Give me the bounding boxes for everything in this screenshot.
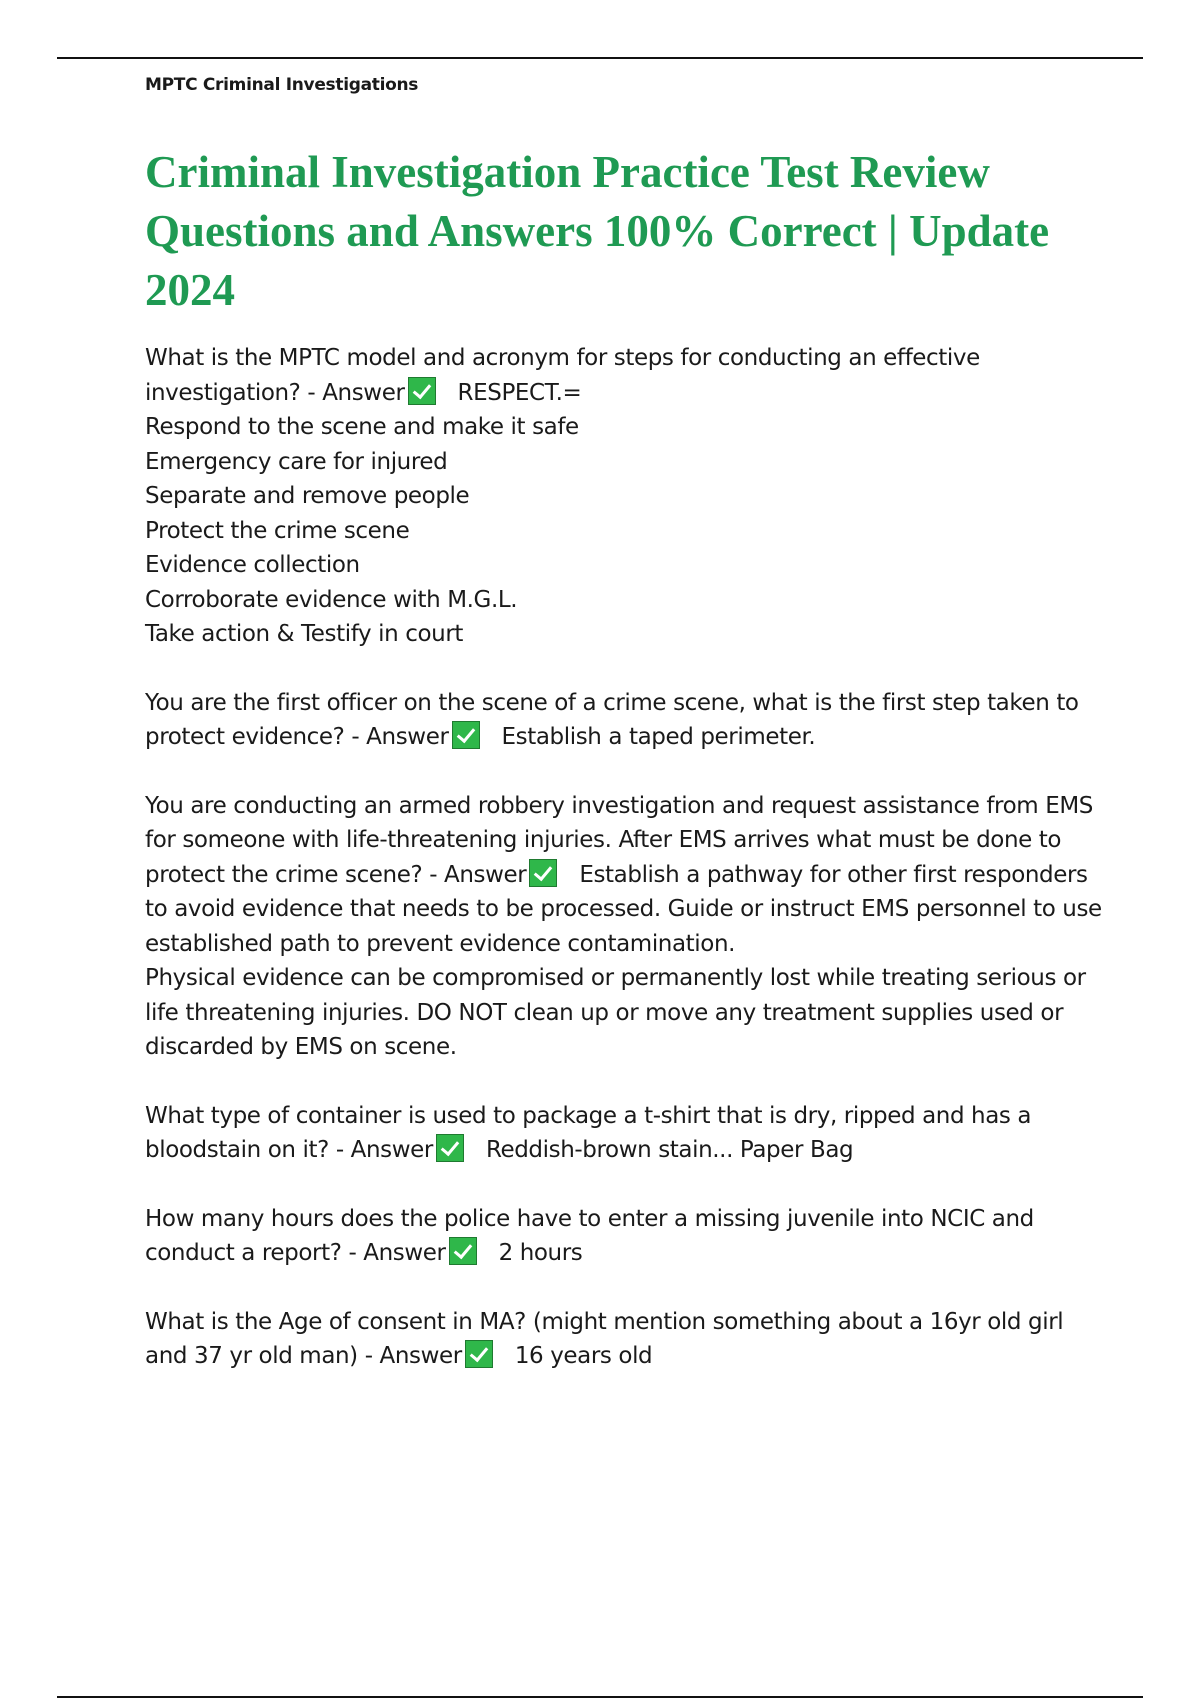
answer-marker: - Answer (307, 379, 405, 406)
check-mark-icon (436, 1134, 464, 1162)
question-text: What is the MPTC model and acronym for steps for conducting an effective investigation? (145, 345, 980, 406)
check-mark-icon (529, 859, 557, 887)
qa-question-line (145, 1202, 1105, 1271)
answer-text: 2 hours (498, 1240, 583, 1266)
answer-marker: - Answer (351, 724, 449, 750)
answer-detail-line: Respond to the scene and make it safe (145, 414, 579, 440)
answer-detail-line: Evidence collection (145, 552, 360, 578)
bottom-rule (57, 1696, 1143, 1698)
check-mark-icon (452, 721, 480, 749)
answer-marker: - Answer (429, 861, 527, 888)
question-text: What type of container is used to package a t-shirt that is dry, ripped and has a bloodstain on it? (145, 1102, 1032, 1163)
question-text: What is the Age of consent in MA? (might mention something about a 16yr old girl and 37 yr old man) (145, 1308, 1064, 1369)
check-mark-icon (408, 377, 436, 405)
answer-text: Establish a pathway for other first responders to avoid evidence that needs to be processed. Guide or instruct EMS personnel to use established path to prevent evidence contamination. (145, 861, 1102, 957)
question-text: You are the first officer on the scene of a crime scene, what is the first step taken to protect evidence? (145, 689, 1079, 750)
answer-marker: - Answer (364, 1343, 462, 1369)
answer-detail-line: Physical evidence can be compromised or permanently lost while treating serious or life threatening injuries. DO NOT clean up or move any treatment supplies used or discarded by EMS on scene. (145, 965, 1086, 1060)
qa-question-line (145, 341, 1105, 410)
answer-detail-line: Corroborate evidence with M.G.L. (145, 586, 518, 613)
answer-text: 16 years old (514, 1343, 653, 1369)
answer-marker: - Answer (348, 1240, 446, 1266)
qa-list (145, 341, 1105, 1408)
answer-text: Reddish-brown stain... Paper Bag (485, 1137, 854, 1163)
answer-detail-line: Take action & Testify in court (145, 621, 463, 647)
qa-question-line (145, 1099, 1105, 1168)
check-mark-icon (449, 1237, 477, 1265)
qa-question-line (145, 789, 1105, 962)
qa-item (145, 686, 1105, 755)
question-text: You are conducting an armed robbery investigation and request assistance from EMS for someone with life-threatening injuries. After EMS arrives what must be done to protect the crime scene? (145, 792, 1093, 888)
qa-item (145, 1202, 1105, 1271)
answer-text: Establish a taped perimeter. (501, 724, 816, 750)
answer-detail-line: Emergency care for injured (145, 448, 448, 475)
qa-item (145, 1099, 1105, 1168)
qa-question-line (145, 686, 1105, 755)
top-rule (57, 57, 1143, 59)
answer-detail-line: Separate and remove people (145, 483, 470, 509)
qa-item (145, 1305, 1105, 1374)
answer-text: RESPECT.= (457, 379, 582, 406)
check-mark-icon (465, 1340, 493, 1368)
qa-item (145, 341, 1105, 652)
question-text: How many hours does the police have to enter a missing juvenile into NCIC and conduct a report? (145, 1205, 1034, 1266)
document-title: Criminal Investigation Practice Test Review Questions and Answers 100% Correct | Update 2024 (145, 147, 1050, 315)
answer-marker: - Answer (335, 1137, 433, 1163)
qa-question-line (145, 1305, 1105, 1374)
running-header: MPTC Criminal Investigations (145, 75, 419, 95)
answer-detail-line: Protect the crime scene (145, 517, 410, 544)
qa-item (145, 789, 1105, 1065)
